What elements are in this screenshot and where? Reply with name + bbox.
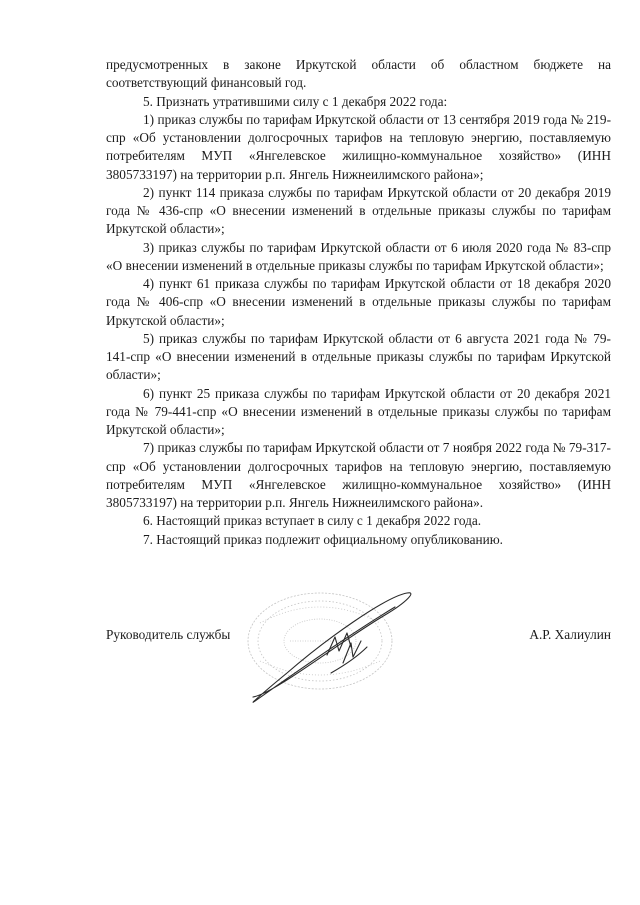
paragraph-subitem-3: 3) приказ службы по тарифам Иркутской области от 6 июля 2020 года № 83-спр «О внесении изменений в отдельные приказы службы по тарифам Иркутской области»; bbox=[106, 239, 611, 273]
paragraph-subitem-6: 6) пункт 25 приказа службы по тарифам Иркутской области от 20 декабря 2021 года № 79-441-спр «О внесении изменений в отдельные приказы службы по тарифам Иркутской области»; bbox=[106, 385, 611, 437]
paragraph-subitem-5: 5) приказ службы по тарифам Иркутской области от 6 августа 2021 года № 79-141-спр «О внесении изменений в отдельные приказы службы по тарифам Иркутской области»; bbox=[106, 330, 611, 383]
signatory-position: Руководитель службы bbox=[106, 627, 231, 642]
paragraph-item-6: 6. Настоящий приказ вступает в силу с 1 декабря 2022 года. bbox=[143, 513, 482, 529]
signatory-name: А.Р. Халиулин bbox=[529, 627, 611, 642]
paragraph-item-7: 7. Настоящий приказ подлежит официальному опубликованию. bbox=[143, 531, 503, 547]
paragraph-subitem-7: 7) приказ службы по тарифам Иркутской области от 7 ноября 2022 года № 79-317-спр «Об установлении долгосрочных тарифов на тепловую энергию, поставляемую потребителям МУП «Янгелевское жилищно-коммунальное хозяйство» (ИНН 3805733197) на территории р.п. Янгель Нижнеилимского района». bbox=[106, 440, 611, 510]
paragraph-subitem-2: 2) пункт 114 приказа службы по тарифам Иркутской области от 20 декабря 2019 года № 436-спр «О внесении изменений в отдельные приказы службы по тарифам Иркутской области»; bbox=[106, 184, 611, 237]
paragraph-subitem-1: 1) приказ службы по тарифам Иркутской области от 13 сентября 2019 года № 219-спр «Об установлении долгосрочных тарифов на тепловую энергию, поставляемую потребителям МУП «Янгелевское жилищно-коммунальное хозяйство» (ИНН 3805733197) на территории р.п. Янгель Нижнеилимского района»; bbox=[106, 111, 611, 182]
paragraph-continuation: предусмотренных в законе Иркутской области об областном бюджете на соответствующий финансовый год. bbox=[106, 57, 611, 91]
paragraph-item-5: 5. Признать утратившими силу с 1 декабря 2022 года: bbox=[143, 93, 448, 109]
paragraph-subitem-4: 4) пункт 61 приказа службы по тарифам Иркутской области от 18 декабря 2020 года № 406-спр «О внесении изменений в отдельные приказы службы по тарифам Иркутской области»; bbox=[106, 276, 611, 328]
document-body bbox=[106, 56, 611, 549]
handwritten-signature-icon bbox=[235, 585, 420, 710]
